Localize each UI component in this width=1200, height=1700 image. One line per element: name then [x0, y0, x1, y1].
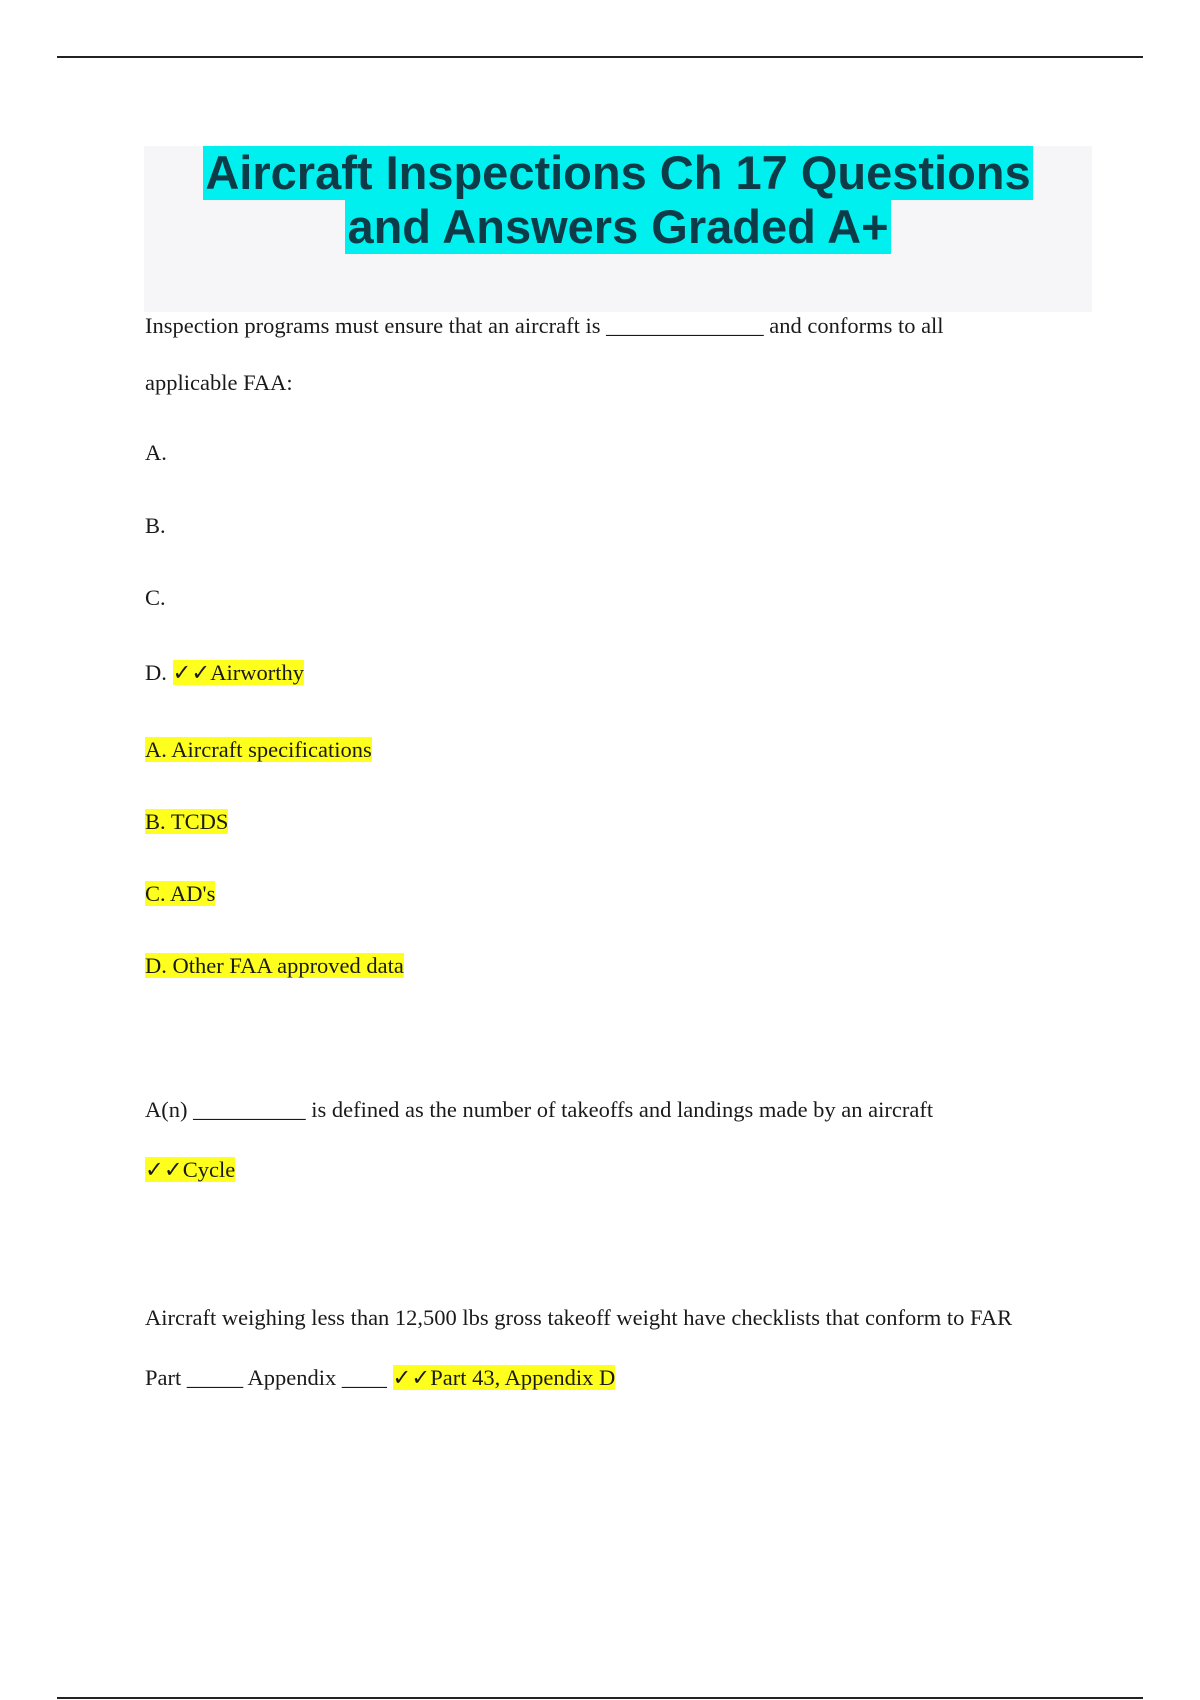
answer-c-line [145, 880, 215, 908]
question-2-answer: ✓✓Cycle [145, 1157, 236, 1182]
question-1-stem-line-2: applicable FAA: [145, 370, 293, 395]
question-3-stem-line-2 [145, 1364, 615, 1392]
question-3-answer: ✓✓Part 43, Appendix D [392, 1365, 616, 1390]
question-3-stem-line-1: Aircraft weighing less than 12,500 lbs gross takeoff weight have checklists that conform to FAR [145, 1305, 1013, 1330]
answer-b-line [145, 808, 228, 836]
answer-a-line [145, 736, 372, 764]
answer-c: C. AD's [145, 881, 216, 906]
answer-a: A. Aircraft specifications [145, 737, 372, 762]
question-1-option-b: B. [145, 513, 166, 538]
question-1-stem-line-1: Inspection programs must ensure that an aircraft is ______________ and conforms to all [145, 313, 944, 338]
question-3-blanks: Part _____ Appendix ____ [145, 1365, 393, 1390]
answer-d: D. Other FAA approved data [145, 953, 404, 978]
question-1-option-c: C. [145, 585, 166, 610]
question-2-stem: A(n) __________ is defined as the number of takeoffs and landings made by an aircraft [145, 1097, 934, 1122]
document-title-line-2: and Answers Graded A+ [347, 200, 889, 253]
question-1-answer: ✓✓Airworthy [172, 660, 304, 685]
document-title-line-1: Aircraft Inspections Ch 17 Questions [205, 146, 1031, 199]
title-banner [144, 146, 1092, 312]
header-rule [57, 56, 1143, 58]
question-1-option-d [145, 659, 304, 687]
question-2-answer-line [145, 1156, 235, 1184]
answer-b: B. TCDS [145, 809, 229, 834]
question-1-option-a: A. [145, 440, 167, 465]
footer-rule [57, 1697, 1143, 1699]
option-d-prefix: D. [145, 660, 173, 685]
answer-d-line [145, 952, 404, 980]
